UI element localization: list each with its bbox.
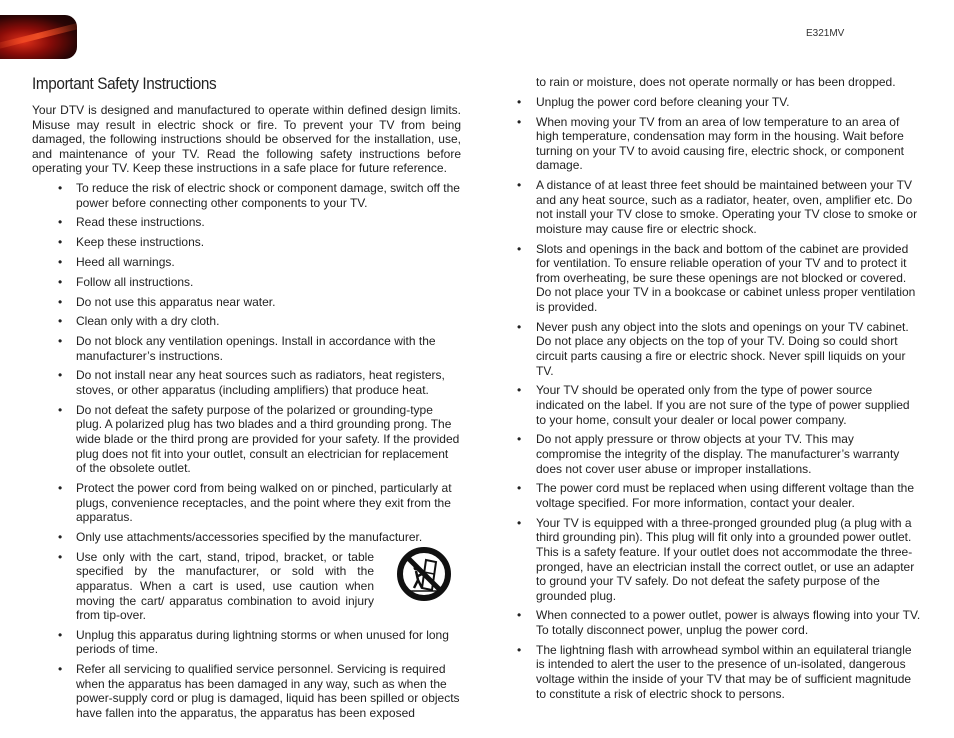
bullet: • <box>517 319 522 334</box>
bullet: • <box>58 215 63 230</box>
bullet: • <box>58 368 63 383</box>
list-item <box>58 368 461 397</box>
bullet: • <box>58 294 63 309</box>
list-item-text: Heed all warnings. <box>76 254 175 269</box>
list-item-text: When connected to a power outlet, power is always flowing into your TV. To totally disconnect power, unplug the power cord. <box>536 608 921 638</box>
list-item <box>58 181 461 210</box>
list-item-text: Read these instructions. <box>76 215 205 230</box>
list-item <box>517 178 922 236</box>
bullet: • <box>517 94 522 109</box>
list-item <box>517 242 922 315</box>
continued-text: to rain or moisture, does not operate normally or has been dropped. <box>536 75 896 89</box>
bullet: • <box>58 235 63 250</box>
list-item-text: Do not install near any heat sources such as radiators, heat registers, stoves, or other apparatus (including amplifiers) that produce heat. <box>76 368 445 398</box>
list-item <box>58 295 461 310</box>
bullet: • <box>517 432 522 447</box>
list-item-text: Never push any object into the slots and openings on your TV cabinet. Do not place any objects on the top of your TV. Doing so could short circuit parts causing a fire or electric shock. Never spill liquids on your TV. <box>536 319 909 378</box>
bullet: • <box>58 181 63 195</box>
list-item-cart <box>58 550 461 623</box>
list-item-text: Do not block any ventilation openings. Install in accordance with the manufacturer’s instructions. <box>76 334 436 363</box>
bullet: • <box>517 481 522 496</box>
list-item-text: Your TV should be operated only from the type of power source indicated on the label. If you are not sure of the type of power supplied to your home, consult your dealer or local power company. <box>536 383 910 427</box>
bullet: • <box>517 515 522 530</box>
safety-list-left <box>58 181 461 545</box>
bullet: • <box>58 402 63 417</box>
list-item-text: To reduce the risk of electric shock or component damage, switch off the power before connecting other components to your TV. <box>76 181 460 210</box>
list-item-text: Your TV is equipped with a three-pronged grounded plug (a plug with a third grounding pin). This plug will fit only into a grounded power outlet. This is a safety feature. If your outlet does not accommodate the three-pronged, have an electrician install the correct outlet, or use an adapter to ground your TV safely. Do not defeat the safety purpose of the grounded plug. <box>536 515 915 603</box>
bullet: • <box>58 662 63 677</box>
safety-list-left-2 <box>58 628 461 721</box>
bullet: • <box>58 529 63 544</box>
list-item <box>58 215 461 230</box>
right-column <box>517 75 922 706</box>
list-item <box>517 320 922 378</box>
list-item <box>58 314 461 329</box>
list-item-text: When moving your TV from an area of low temperature to an area of high temperature, condensation may form in the housing. Wait before turning on your TV to avoid causing fire, electric shock, or component damage. <box>536 114 904 173</box>
list-item-text: Only use attachments/accessories specified by the manufacturer. <box>76 529 423 544</box>
cart-tip-over-warning-icon <box>396 546 452 602</box>
list-item <box>58 628 461 657</box>
list-item <box>517 608 922 637</box>
list-item-text: A distance of at least three feet should be maintained between your TV and any heat source, such as a radiator, heater, oven, amplifier etc. Do not install your TV close to smoke. Operating your TV close to smoke or moisture may cause fire or electric shock. <box>536 178 918 236</box>
list-item-text: Protect the power cord from being walked on or pinched, particularly at plugs, convenience receptacles, and the point where they exit from the apparatus. <box>76 480 452 525</box>
cart-warning-list <box>58 550 461 623</box>
bullet: • <box>58 334 63 349</box>
list-item-text: Unplug the power cord before cleaning your TV. <box>536 94 790 109</box>
list-item-text: Unplug this apparatus during lightning storms or when unused for long periods of time. <box>76 627 449 657</box>
bullet: • <box>517 383 522 398</box>
list-item <box>58 235 461 250</box>
list-item-text: Slots and openings in the back and bottom of the cabinet are provided for ventilation. To ensure reliable operation of your TV and to protect it from overheating, be sure these openings are not blocked or covered. Do not place your TV in a bookcase or cabinet unless proper ventilation is provided. <box>536 241 916 315</box>
safety-list-right <box>517 95 922 701</box>
bullet: • <box>58 314 63 329</box>
list-item-text: Do not defeat the safety purpose of the polarized or grounding-type plug. A polarized plug has two blades and a third grounding prong. The wide blade or the third prong are provided for your safety. If the provided plug does not fit into your outlet, consult an electrician for replacement of the obsolete outlet. <box>76 402 460 476</box>
list-item-text: Follow all instructions. <box>76 274 194 289</box>
brand-logo <box>0 15 77 59</box>
bullet: • <box>517 642 522 657</box>
page-title: Important Safety Instructions <box>32 74 217 93</box>
list-item-text: Refer all servicing to qualified service personnel. Servicing is required when the apparatus has been damaged in any way, such as when the power-supply cord or plug is damaged, liquid has been spilled or objects have fallen into the apparatus, the apparatus has been exposed <box>76 662 460 721</box>
intro-paragraph: Your DTV is designed and manufactured to operate within defined design limits. Misuse may result in electric shock or fire. To prevent your TV from being damaged, the following instructions should be observed for the installation, use, and maintenance of your TV. Read the following safety instructions before operating your TV. Keep these instructions in a safe place for future reference. <box>32 103 461 176</box>
bullet: • <box>58 549 63 564</box>
bullet: • <box>58 254 63 269</box>
bullet: • <box>58 627 63 642</box>
list-item <box>58 481 461 525</box>
model-number: E321MV <box>806 28 845 39</box>
list-item <box>58 275 461 290</box>
list-item <box>58 530 461 545</box>
list-item-text: Do not apply pressure or throw objects at your TV. This may compromise the integrity of the display. The manufacturer’s warranty does not cover user abuse or improper installations. <box>536 432 900 476</box>
list-item-text: Use only with the cart, stand, tripod, bracket, or table specified by the manufacturer, or sold with the apparatus. When a cart is used, use caution when moving the cart/ apparatus combination to avoid injury from tip-over. <box>76 549 374 623</box>
bullet: • <box>517 178 522 193</box>
list-item <box>58 255 461 270</box>
list-item <box>517 95 922 110</box>
list-item-text: Do not use this apparatus near water. <box>76 294 276 309</box>
list-item-text: The lightning flash with arrowhead symbol within an equilateral triangle is intended to alert the user to the presence of un-isolated, dangerous voltage within the inside of your TV that may be of sufficient magnitude to constitute a risk of electric shock to persons. <box>536 642 912 701</box>
list-item <box>58 403 461 476</box>
list-item <box>58 334 461 363</box>
list-item-text: The power cord must be replaced when using different voltage than the voltage specified. For more information, contact your dealer. <box>536 481 915 510</box>
bullet: • <box>517 241 522 256</box>
bullet: • <box>58 274 63 289</box>
list-item-text: Clean only with a dry cloth. <box>76 314 220 329</box>
bullet: • <box>517 114 522 129</box>
list-item <box>517 516 922 604</box>
list-item <box>517 383 922 427</box>
bullet: • <box>58 480 63 495</box>
list-item <box>517 481 922 510</box>
bullet: • <box>517 608 522 623</box>
list-item <box>517 643 922 701</box>
list-item-text: Keep these instructions. <box>76 235 205 250</box>
left-column <box>58 181 461 726</box>
list-item <box>517 115 922 173</box>
list-item <box>58 662 461 720</box>
list-item <box>517 432 922 476</box>
